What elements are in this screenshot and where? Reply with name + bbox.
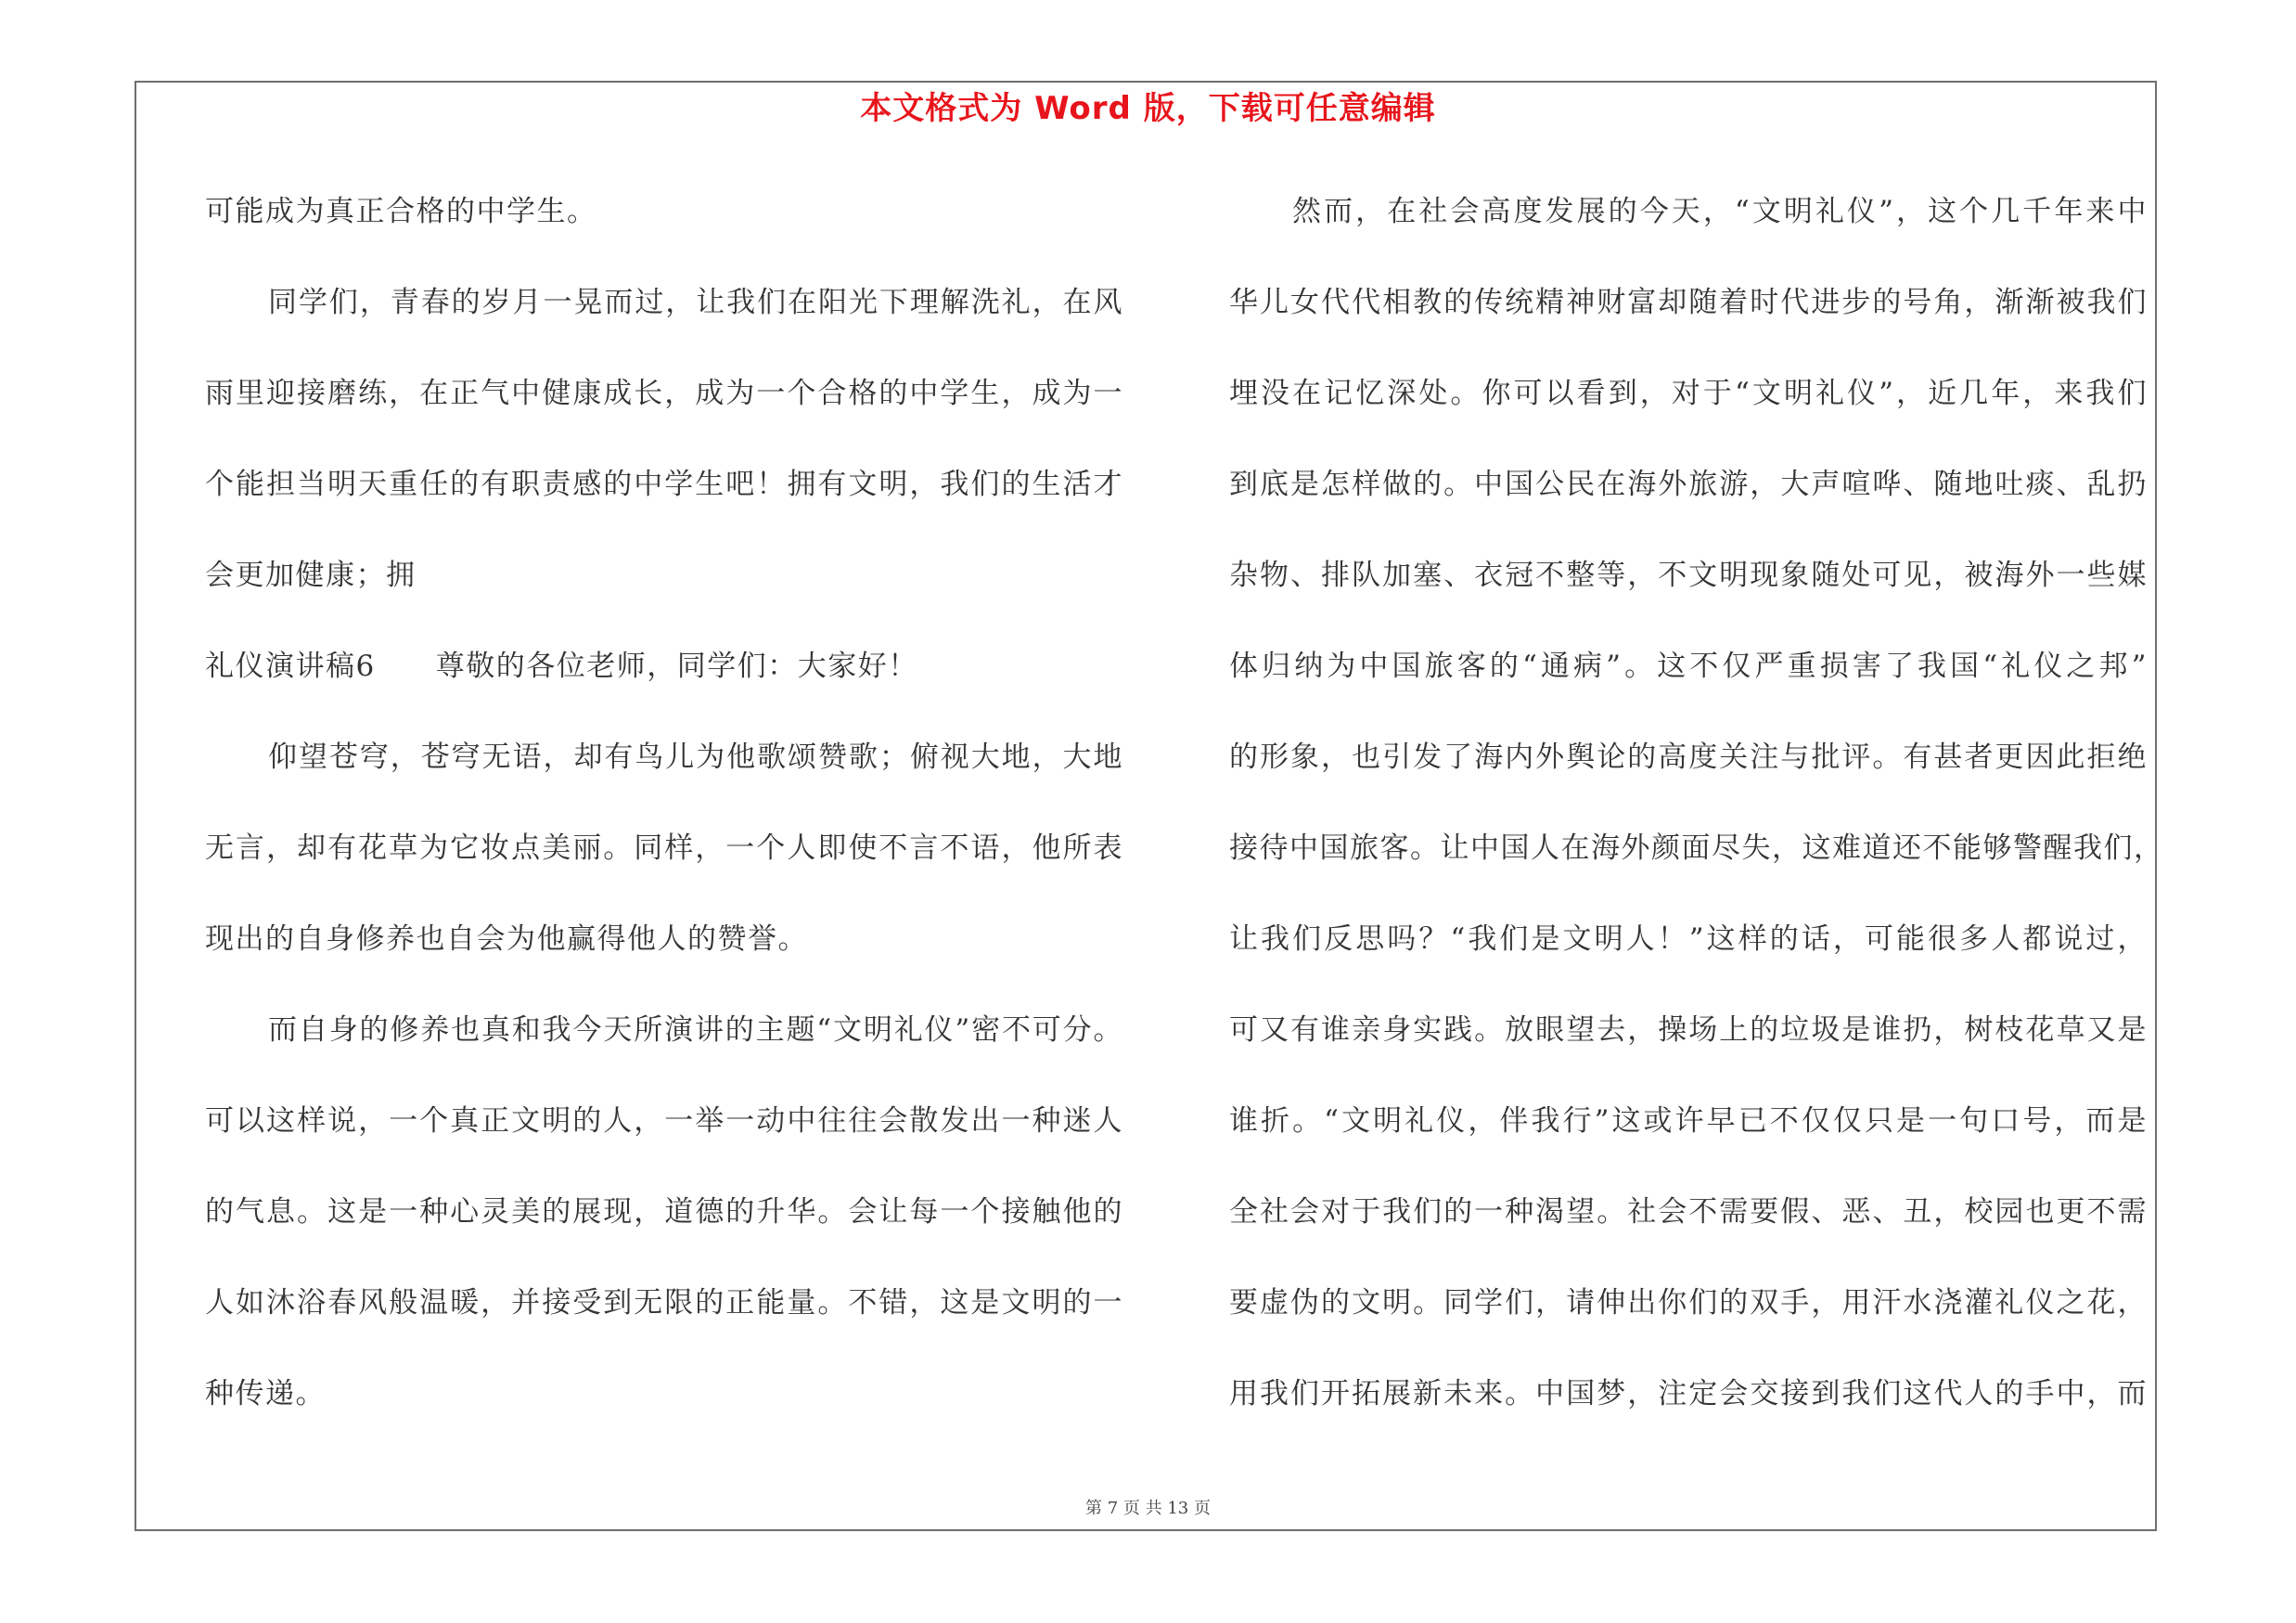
text-line: 可又有谁亲身实践。放眼望去，操场上的垃圾是谁扔，树枝花草又是 [1229, 1013, 2148, 1047]
text-line: 到底是怎样做的。中国公民在海外旅游，大声喧哗、随地吐痰、乱扔 [1229, 468, 2148, 501]
text-line: 仰望苍穹，苍穹无语，却有鸟儿为他歌颂赞歌；俯视大地，大地 [268, 741, 1123, 774]
text-line: 可能成为真正合格的中学生。 [205, 195, 597, 228]
text-line: 人如沐浴春风般温暖，并接受到无限的正能量。不错，这是文明的一 [205, 1286, 1123, 1320]
text-line: 雨里迎接磨练，在正气中健康成长，成为一个合格的中学生，成为一 [205, 377, 1123, 410]
text-line: 无言，却有花草为它妆点美丽。同样，一个人即使不言不语，他所表 [205, 831, 1123, 865]
text-line: 谁折。“文明礼仪，伴我行”这或许早已不仅仅只是一句口号，而是 [1229, 1104, 2148, 1138]
text-line: 用我们开拓展新未来。中国梦，注定会交接到我们这代人的手中，而 [1229, 1377, 2148, 1410]
left-column [205, 184, 1123, 1457]
text-line: 会更加健康；拥 [205, 559, 417, 592]
text-line: 华儿女代代相教的传统精神财富却随着时代进步的号角，渐渐被我们 [1229, 286, 2148, 319]
text-line: 接待中国旅客。让中国人在海外颜面尽失，这难道还不能够警醒我们， [1229, 831, 2164, 865]
text-line: 的气息。这是一种心灵美的展现，道德的升华。会让每一个接触他的 [205, 1195, 1123, 1229]
text-line: 的形象，也引发了海内外舆论的高度关注与批评。有甚者更因此拒绝 [1229, 741, 2148, 774]
text-line: 要虚伪的文明。同学们，请伸出你们的双手，用汗水浇灌礼仪之花， [1229, 1286, 2148, 1320]
text-line: 然而，在社会高度发展的今天，“文明礼仪”，这个几千年来中 [1292, 195, 2148, 228]
format-notice-banner: 本文格式为 Word 版，下载可任意编辑 [860, 90, 1436, 127]
text-line: 埋没在记忆深处。你可以看到，对于“文明礼仪”，近几年，来我们 [1229, 377, 2148, 410]
text-line: 让我们反思吗？“我们是文明人！”这样的话，可能很多人都说过， [1229, 922, 2148, 956]
text-line: 礼仪演讲稿6 尊敬的各位老师，同学们：大家好！ [205, 650, 918, 683]
text-line: 体归纳为中国旅客的“通病”。这不仅严重损害了我国“礼仪之邦” [1229, 650, 2148, 683]
page-number-footer: 第 7 页 共 13 页 [1085, 1499, 1211, 1518]
text-line: 全社会对于我们的一种渴望。社会不需要假、恶、丑，校园也更不需 [1229, 1195, 2148, 1229]
text-line: 而自身的修养也真和我今天所演讲的主题“文明礼仪”密不可分。 [268, 1013, 1123, 1047]
text-line: 杂物、排队加塞、衣冠不整等，不文明现象随处可见，被海外一些媒 [1229, 559, 2148, 592]
text-line: 个能担当明天重任的有职责感的中学生吧！拥有文明，我们的生活才 [205, 468, 1123, 501]
text-line: 可以这样说，一个真正文明的人，一举一动中往往会散发出一种迷人 [205, 1104, 1123, 1138]
text-line: 种传递。 [205, 1377, 326, 1410]
text-line: 同学们，青春的岁月一晃而过，让我们在阳光下理解洗礼，在风 [268, 286, 1123, 319]
text-line: 现出的自身修养也自会为他赢得他人的赞誉。 [205, 922, 808, 956]
right-column [1229, 184, 2164, 1457]
